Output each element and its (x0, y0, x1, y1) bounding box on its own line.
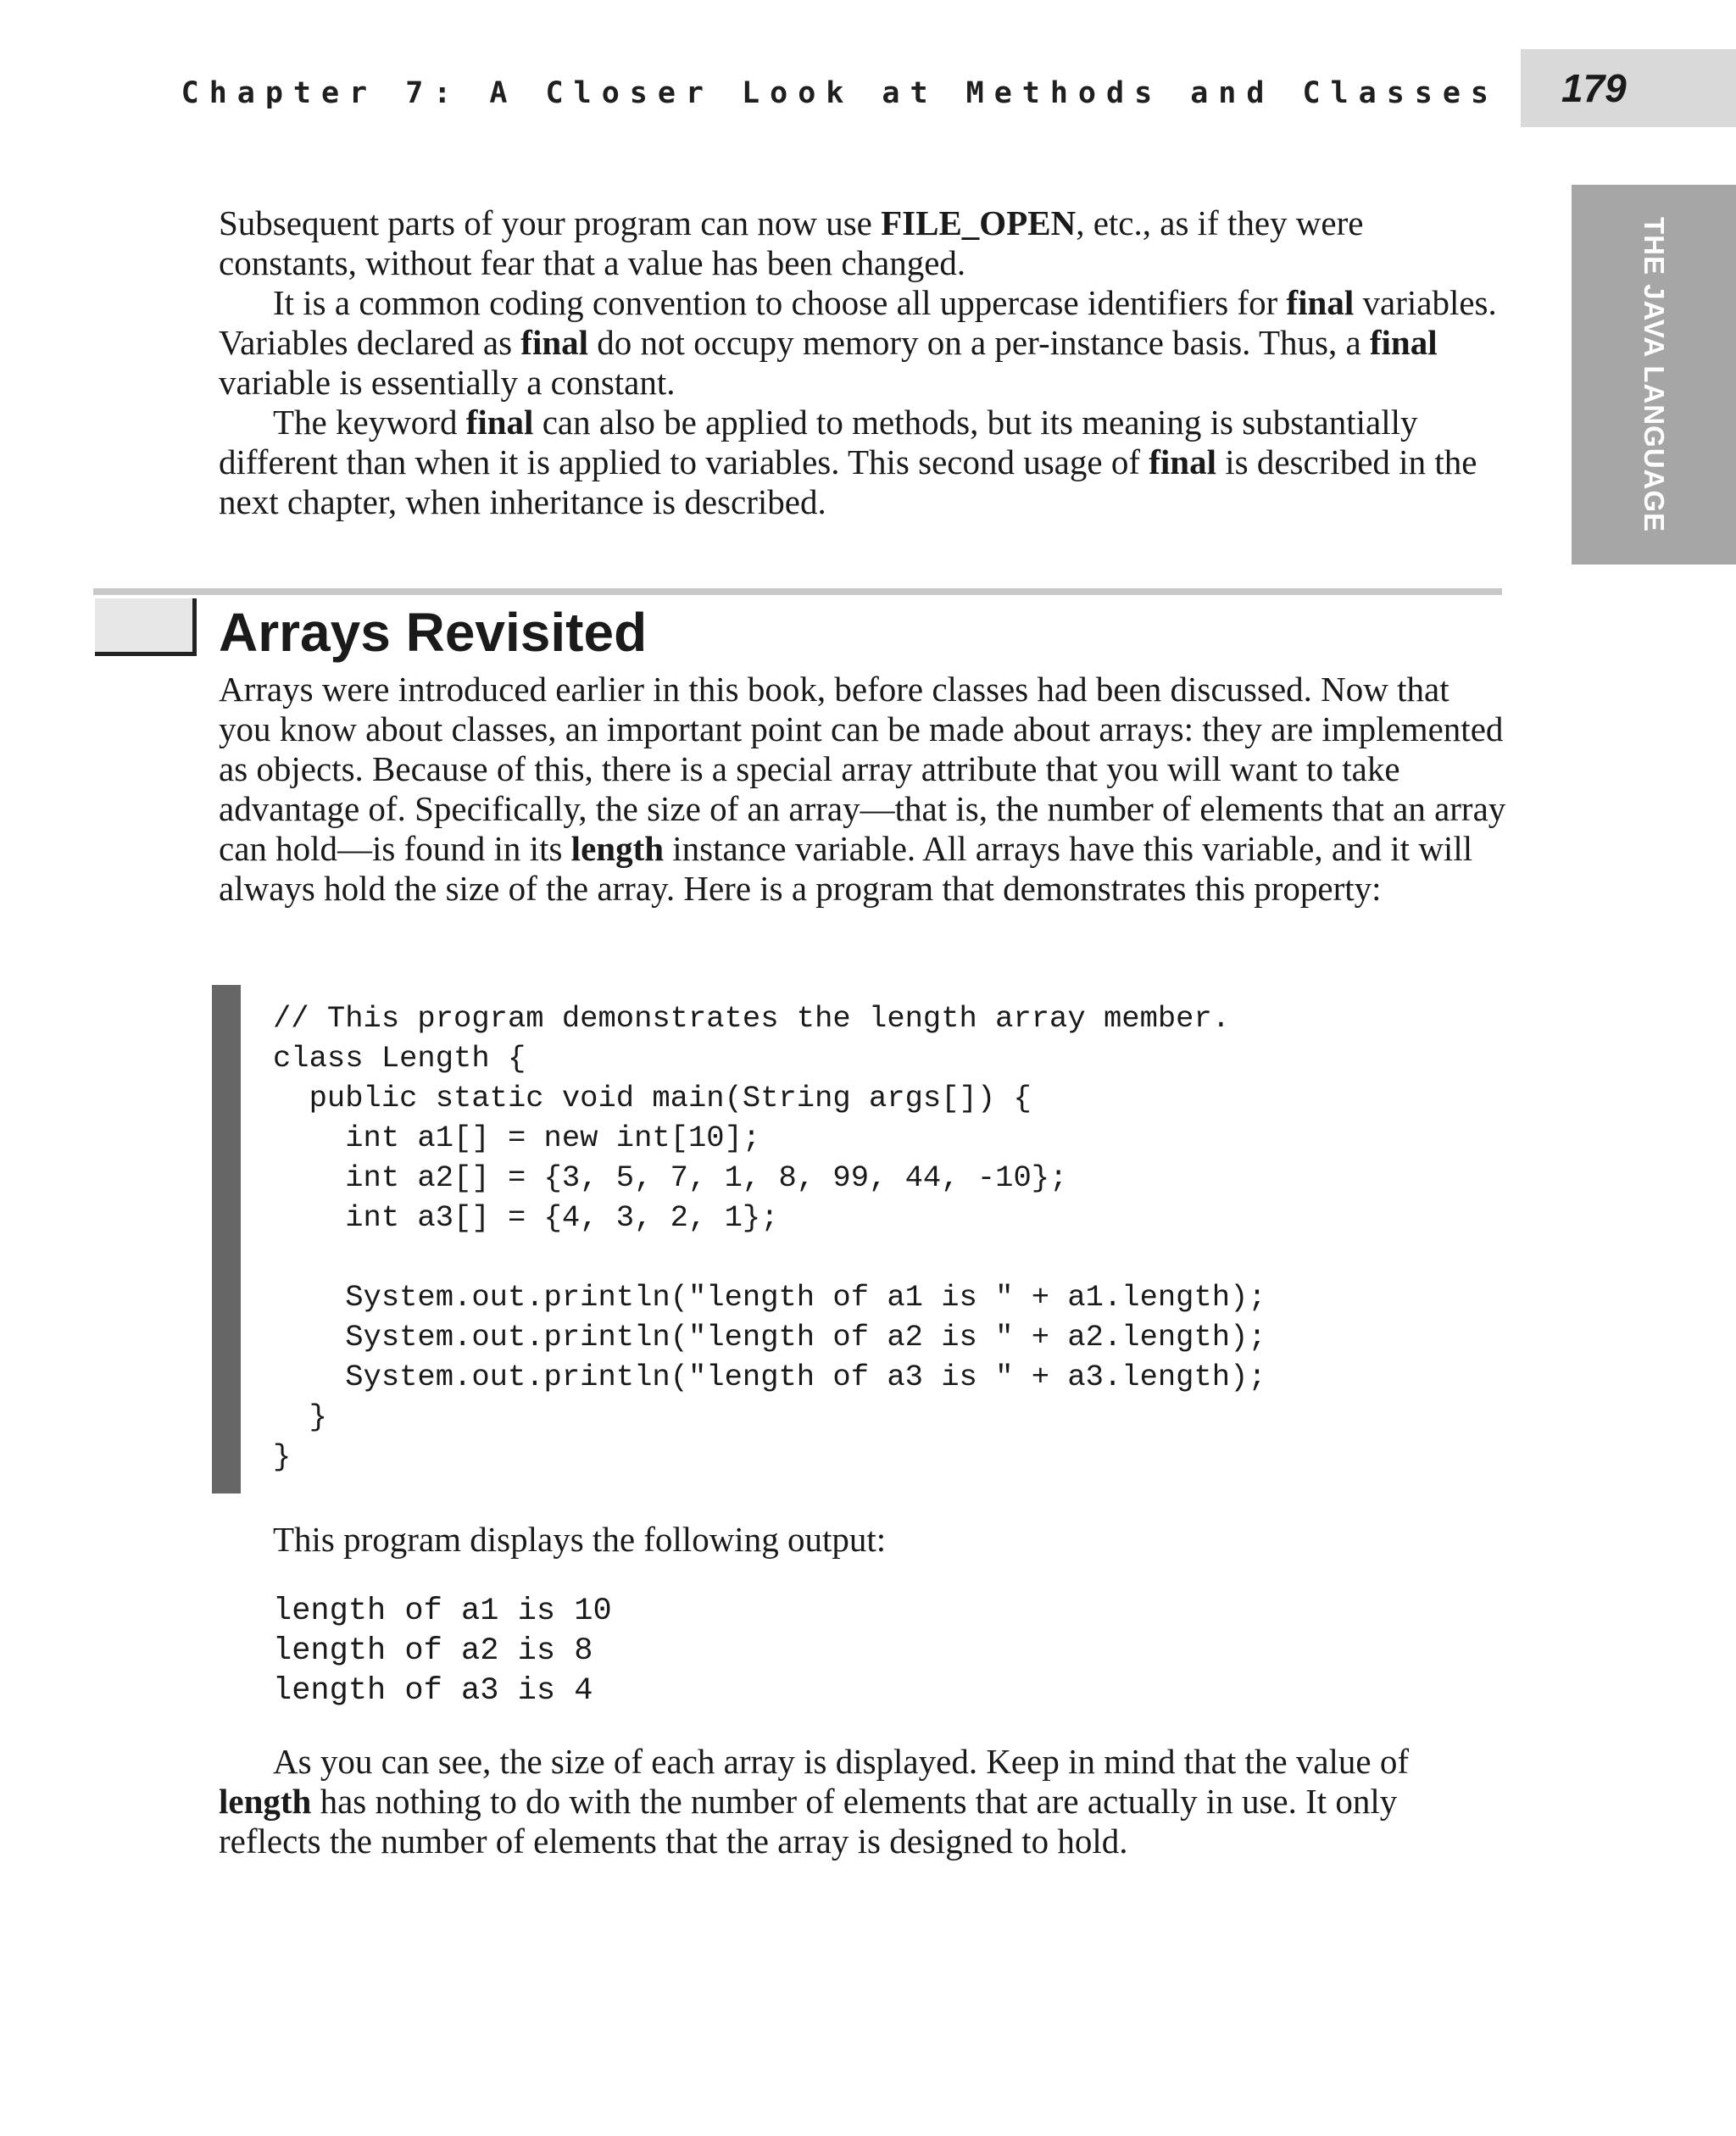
closing-text (219, 1742, 1507, 1861)
code-line: System.out.println("length of a1 is " + a1.length); (273, 1280, 1266, 1315)
code-line: length of a3 is 4 (273, 1673, 593, 1709)
code-line: class Length { (273, 1041, 526, 1076)
code-line (273, 1238, 1266, 1277)
text-run: do not occupy memory on a per-instance basis. Thus, a (588, 323, 1370, 362)
section-marker (95, 598, 197, 656)
intro-text (219, 203, 1507, 522)
text-run: The keyword (273, 403, 466, 442)
text-run: variable is essentially a constant. (219, 363, 676, 402)
paragraph: This program displays the following output: (273, 1520, 887, 1559)
page-number-box (1521, 49, 1736, 127)
paragraph (219, 670, 1507, 909)
code-listing (273, 998, 1266, 1477)
text-run: instance variable. All arrays have this variable, and it will always hold the size of the array. Here is a program that demonstrates this property: (219, 829, 1473, 908)
side-tab-label: THE JAVA LANGUAGE (1639, 216, 1670, 533)
output-intro-text (219, 1520, 1507, 1560)
bold-term: final (1369, 323, 1438, 362)
code-listing-bar (212, 985, 241, 1494)
section-text (219, 670, 1507, 909)
code-line: int a2[] = {3, 5, 7, 1, 8, 99, 44, -10}; (273, 1160, 1068, 1195)
section-rule (93, 588, 1502, 595)
code-line: int a3[] = {4, 3, 2, 1}; (273, 1200, 779, 1235)
code-line: } (273, 1399, 327, 1434)
paragraph (219, 403, 1507, 522)
text-run: As you can see, the size of each array is displayed. Keep in mind that the value of (273, 1742, 1410, 1781)
paragraph (219, 203, 1507, 283)
code-line: System.out.println("length of a2 is " + a2.length); (273, 1320, 1266, 1354)
text-run: has nothing to do with the number of elements that are actually in use. It only reflects the number of elements that the array is designed to hold. (219, 1782, 1398, 1861)
bold-term: final (465, 403, 534, 442)
paragraph (219, 283, 1507, 403)
bold-term: length (219, 1782, 312, 1821)
bold-term: final (1286, 283, 1355, 322)
text-run: is described in the next chapter, when inheritance is described. (219, 442, 1477, 521)
code-line: int a1[] = new int[10]; (273, 1121, 761, 1155)
bold-term: final (1149, 442, 1216, 481)
bold-term: length (570, 829, 665, 868)
section-title: Arrays Revisited (219, 602, 648, 663)
code-line: public static void main(String args[]) { (273, 1081, 1032, 1115)
text-run: Arrays were introduced earlier in this book, before classes had been discussed. Now that you know about classes, an important point can be made about arrays: they are implemented as objects. Because of this, there is a special array attribute that you will want to take advantage of. Specifically, the size of an array—that is, the number of elements that an array can hold—is found in its (219, 670, 1506, 868)
running-header (0, 51, 1509, 136)
code-line: } (273, 1439, 292, 1474)
page-number: 179 (1561, 66, 1627, 110)
program-output (273, 1592, 612, 1711)
text-run: variables. Variables declared as (219, 283, 1497, 362)
paragraph (219, 1742, 1507, 1861)
code-line: length of a2 is 8 (273, 1633, 593, 1669)
chapter-title: Chapter 7: A Closer Look at Methods and Classes (181, 76, 1499, 110)
bold-term: final (520, 323, 589, 362)
code-line: // This program demonstrates the length array member. (273, 1001, 1231, 1036)
code-line: length of a1 is 10 (273, 1594, 612, 1629)
code-line: System.out.println("length of a3 is " + a3.length); (273, 1360, 1266, 1394)
text-run: , etc., as if they were constants, without fear that a value has been changed. (219, 203, 1364, 282)
text-run: Subsequent parts of your program can now use (219, 203, 882, 242)
bold-term: FILE_OPEN (881, 203, 1077, 242)
text-run: can also be applied to methods, but its meaning is substantially different than when it is applied to variables. This second usage of (219, 403, 1418, 481)
side-tab (1572, 185, 1736, 565)
text-run: It is a common coding convention to choose all uppercase identifiers for (273, 283, 1287, 322)
